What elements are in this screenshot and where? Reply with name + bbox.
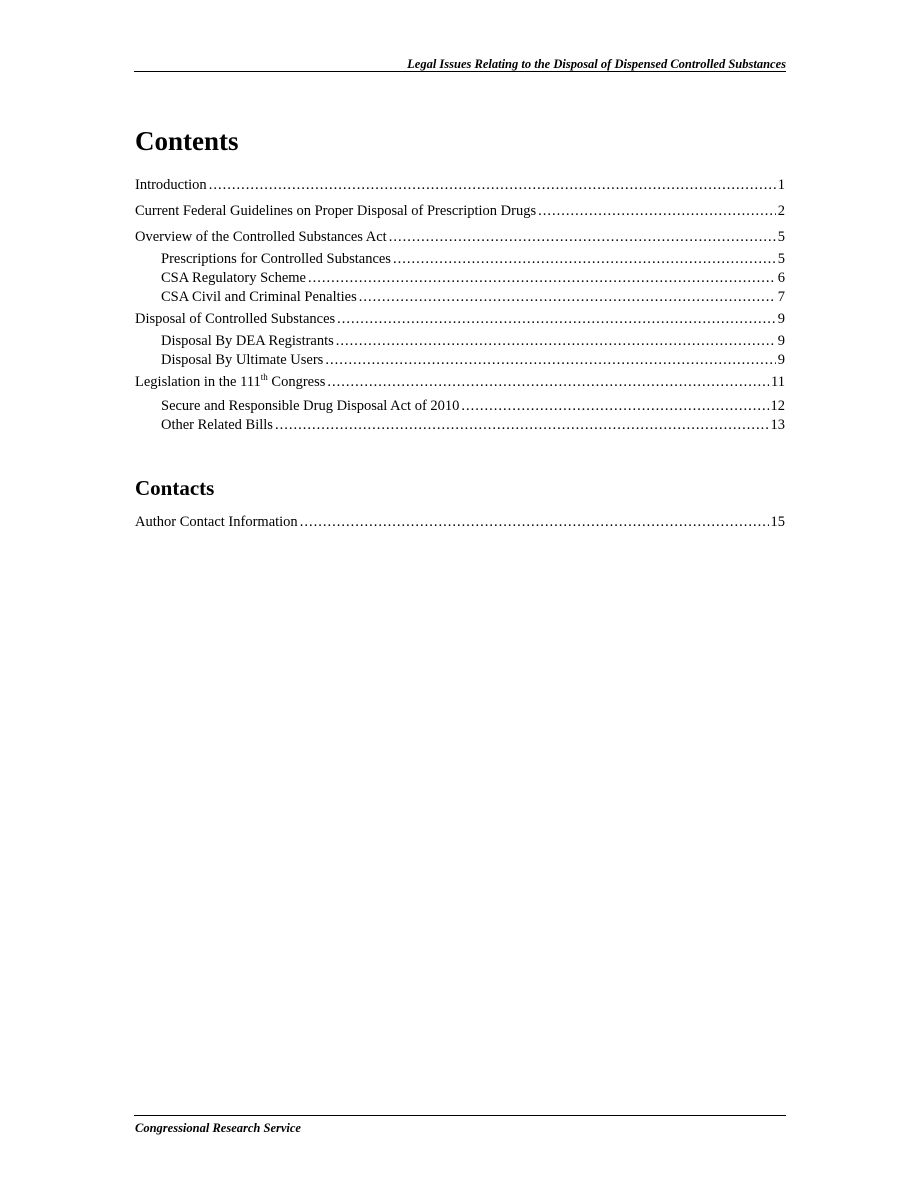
toc-entry-page: 9: [777, 333, 785, 349]
ordinal-suffix: th: [260, 372, 268, 383]
toc-entry-label: [135, 373, 325, 392]
dot-leader: [389, 228, 776, 247]
dot-leader: [327, 373, 769, 392]
toc-entry-other-bills[interactable]: [161, 416, 785, 435]
dot-leader: [275, 416, 769, 435]
toc-entry-page: 1: [777, 177, 785, 193]
toc-entry-label-text: Legislation in the 111: [135, 374, 261, 390]
toc-entry-regulatory-scheme[interactable]: [161, 269, 785, 288]
dot-leader: [308, 269, 776, 288]
toc-entry-page: 2: [777, 203, 785, 219]
toc-entry-penalties[interactable]: [161, 288, 785, 307]
toc-entry-page: 7: [777, 289, 785, 305]
toc-entry-label: CSA Regulatory Scheme: [161, 270, 306, 286]
dot-leader: [461, 397, 768, 416]
toc-entry-label: Prescriptions for Controlled Substances: [161, 251, 391, 267]
toc-entry-label: CSA Civil and Criminal Penalties: [161, 289, 357, 305]
contacts-heading: Contacts: [135, 476, 215, 500]
toc-entry-page: 9: [777, 311, 785, 327]
header-rule: [134, 71, 786, 72]
toc-entry-label: Author Contact Information: [135, 514, 298, 530]
toc-entry-page: 13: [770, 417, 785, 433]
toc-entry-page: 6: [777, 270, 785, 286]
dot-leader: [336, 332, 776, 351]
footer-rule: [134, 1115, 786, 1116]
toc-entry-page: 12: [770, 398, 785, 414]
toc-entry-label: Other Related Bills: [161, 417, 273, 433]
contents-heading: Contents: [135, 126, 239, 156]
toc-entry-label: Current Federal Guidelines on Proper Disposal of Prescription Drugs: [135, 203, 537, 219]
toc-entry-page: 9: [777, 352, 785, 368]
toc-entry-label: Disposal By Ultimate Users: [161, 352, 324, 368]
toc-entry-label: Secure and Responsible Drug Disposal Act of 2010: [161, 398, 460, 414]
toc-entry-label: Introduction: [135, 177, 207, 193]
toc-entry-introduction[interactable]: [135, 176, 785, 195]
dot-leader: [393, 250, 776, 269]
toc-entry-disposal[interactable]: [135, 310, 785, 329]
dot-leader: [538, 202, 776, 221]
toc-entry-secure-disposal-act[interactable]: [161, 397, 785, 416]
dot-leader: [325, 351, 775, 370]
toc-entry-page: 15: [770, 514, 785, 530]
running-header: Legal Issues Relating to the Disposal of Dispensed Controlled Substances: [407, 57, 786, 71]
toc-entry-federal-guidelines[interactable]: [135, 202, 785, 221]
toc-entry-csa-overview[interactable]: [135, 228, 785, 247]
toc-entry-prescriptions[interactable]: [161, 250, 785, 269]
toc-entry-dea-registrants[interactable]: [161, 332, 785, 351]
toc-entry-page: 5: [777, 229, 785, 245]
running-footer: Congressional Research Service: [135, 1121, 301, 1135]
toc-entry-label: Disposal of Controlled Substances: [135, 311, 336, 327]
dot-leader: [359, 288, 776, 307]
toc-entry-author-contact[interactable]: [135, 513, 785, 532]
toc-entry-label: Overview of the Controlled Substances Act: [135, 229, 387, 245]
toc-entry-page: 11: [771, 374, 785, 390]
toc-entry-label-text-after: Congress: [267, 374, 326, 390]
toc-entry-ultimate-users[interactable]: [161, 351, 785, 370]
toc-entry-page: 5: [777, 251, 785, 267]
toc-entry-legislation[interactable]: [135, 373, 785, 392]
dot-leader: [300, 513, 769, 532]
dot-leader: [209, 176, 776, 195]
dot-leader: [337, 310, 776, 329]
toc-entry-label: Disposal By DEA Registrants: [161, 333, 334, 349]
